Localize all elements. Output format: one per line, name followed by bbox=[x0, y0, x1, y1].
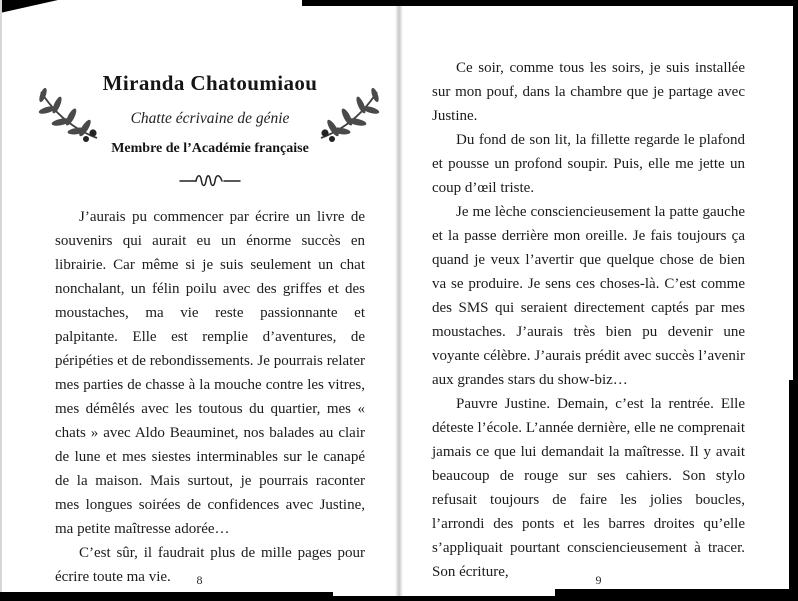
chapter-subtitle: Chatte écrivaine de génie bbox=[130, 110, 290, 127]
paragraph: Du fond de son lit, la fillette regarde le plafond et pousse un profond soupir. Puis, elle me jette un coup d’œil triste. bbox=[432, 132, 745, 196]
chapter-title: Miranda Chatoumiaou bbox=[102, 71, 318, 95]
left-page-body bbox=[55, 205, 365, 589]
chapter-header bbox=[55, 70, 365, 158]
scan-edge-bottom-right bbox=[555, 589, 798, 601]
chapter-affiliation: Membre de l’Académie française bbox=[111, 141, 309, 156]
paragraph: J’aurais pu commencer par écrire un livre de souvenirs qui aurait eu un énorme succès en librairie. Car même si je suis seulement un chat nonchalant, un félin poilu avec des griffes et des moustaches, ma vie reste passionnante et palpitante. Elle est remplie d’aventures, de péripéties et de rebondissements. Je pourrais relater mes parties de chasse à la mouche contre les vitres, mes démêlés avec les toutous du quartier, mes « chats » avec Aldo Beauminet, nos balades au clair de lune et mes siestes interminables sur le canapé de la maison. Mais surtout, je pourrais raconter mes longues soirées de confidences avec Justine, ma petite maîtresse adorée… bbox=[55, 209, 365, 537]
page-number-right: 9 bbox=[595, 573, 602, 587]
page-right bbox=[399, 0, 798, 601]
page-gutter-shadow bbox=[395, 0, 403, 601]
scan-edge-bottom-left bbox=[0, 592, 333, 601]
scan-edge-left bbox=[0, 0, 2, 601]
right-page-body bbox=[432, 56, 745, 584]
paragraph: Pauvre Justine. Demain, c’est la rentrée. Elle déteste l’école. L’année dernière, elle ne comprenait jamais ce que lui demandait la maîtresse. Il y avait beaucoup de rouge sur ses cahiers. Son stylo refusait toujours de faire les jolies boucles, l’arrondi des ponts et les barres droites qu’elle s’appliquait pourtant consciencieusement à tracer. Son écriture, bbox=[432, 396, 745, 580]
olive-branch-right-icon bbox=[317, 86, 383, 144]
paragraph: C’est sûr, il faudrait plus de mille pages pour écrire toute ma vie. bbox=[55, 545, 365, 585]
scan-edge-top-right bbox=[302, 0, 798, 6]
olive-branch-left-icon bbox=[35, 86, 101, 144]
scan-edge-right-lower bbox=[789, 380, 798, 601]
paragraph: Je me lèche consciencieusement la patte gauche et la passe derrière mon oreille. Je fais toujours ça quand je veux l’avertir que quelque chose de bien va se produire. Je sens ces choses-là. C’est comme des SMS qui seraient directement captés par mes moustaches. J’aurais très bien pu devenir une voyante célèbre. J’aurais prédit avec succès l’avenir aux grandes stars du show-biz… bbox=[432, 204, 745, 388]
page-number-left: 8 bbox=[196, 573, 203, 587]
section-divider-ornament bbox=[179, 172, 241, 188]
paragraph: Ce soir, comme tous les soirs, je suis installée sur mon pouf, dans la chambre que je partage avec Justine. bbox=[432, 60, 745, 124]
